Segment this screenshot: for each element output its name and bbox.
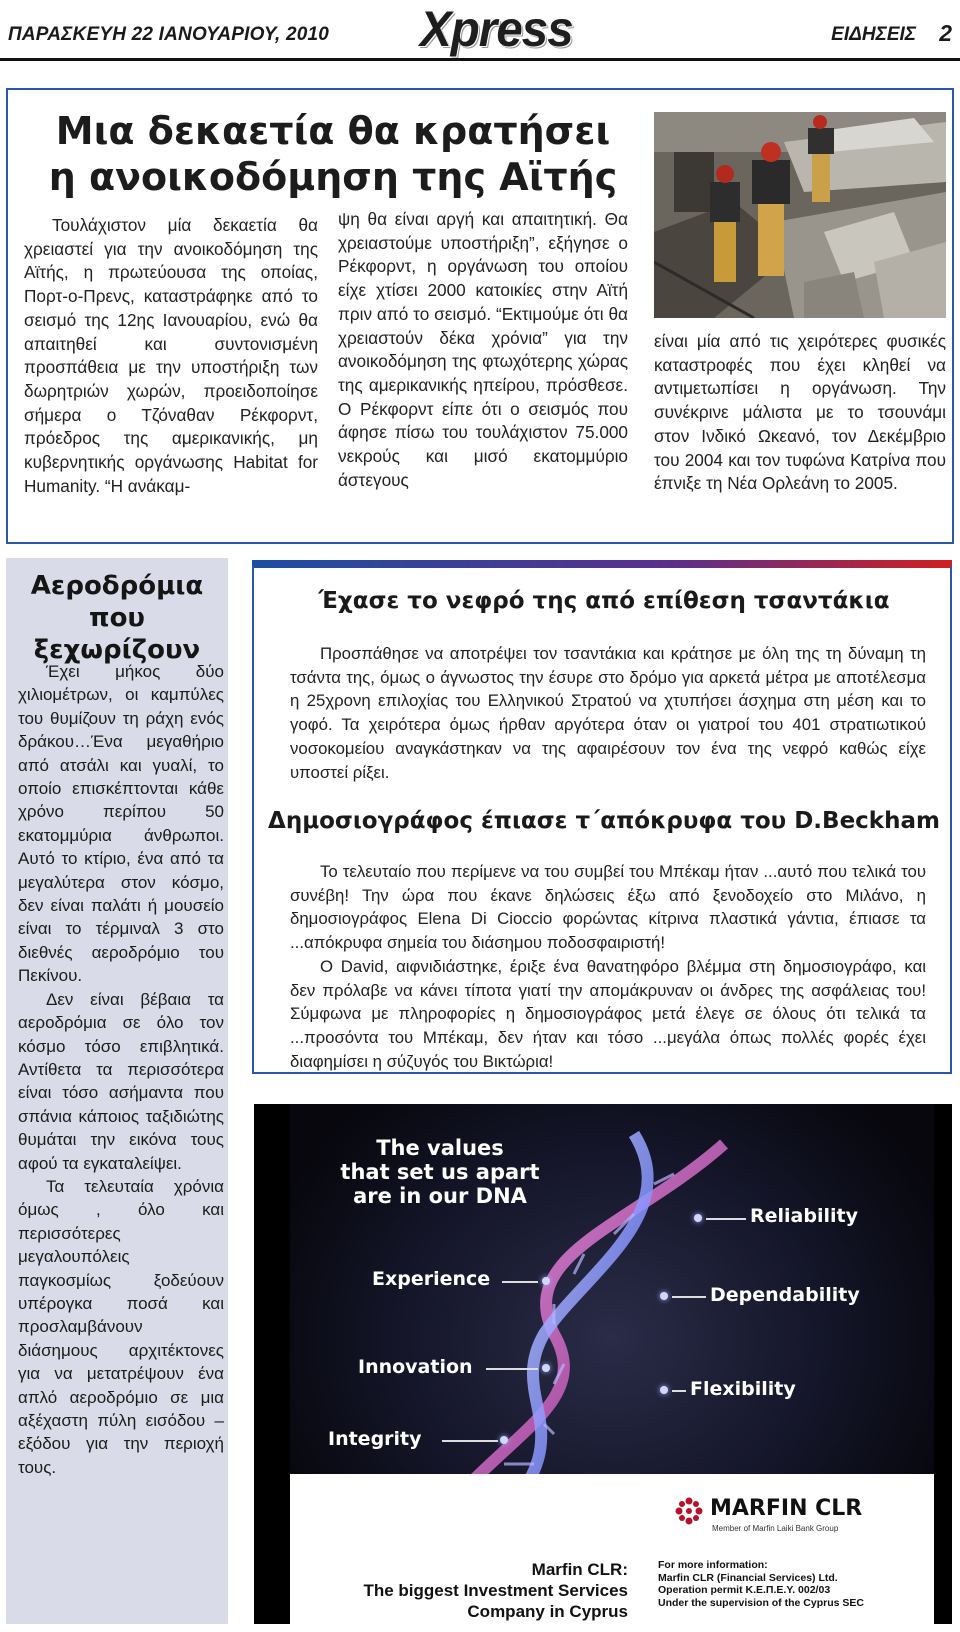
haiti-article-column-1: Τουλάχιστον μία δεκαετία θα χρειαστεί για την ανοικοδόμηση της Αϊτής, η πρωτεύουσα της οποίας, Πορτ-ο-Πρενς, καταστράφηκε από το σεισμό της 12ης Ιανουαρίου, ενώ θα απαιτηθεί και συντονισμένη προσπάθεια με την υποστήριξη των δωρητριών χωρών, προειδοποίησε σήμερα ο Τζόναθαν Ρέκφορντ, πρόεδρος της αμερικανικής, μη κυβερνητικής οργάνωσης Habitat for Humanity. “Η ανάκαμ- [24,215,318,496]
ad-tagline [310,1580,628,1622]
marfin-logo-subtitle: Member of Marfin Laiki Bank Group [712,1524,839,1533]
experience-connector [502,1281,538,1283]
beckham-story-heading: Δημοσιογράφος έπιασε τ΄απόκρυφα του D.Beckham [268,808,940,834]
ad-tagline-name: Marfin CLR: [531,1560,628,1579]
innovation-dot [542,1364,550,1372]
newspaper-logo: Xpress [420,1,573,57]
kidney-story-body: Προσπάθησε να αποτρέψει τον τσαντάκια και κράτησε με όλη της τη δύναμη τη τσάντα της, όμως ο άγνωστος την έσυρε στο δρόμο για αρκετά μέτρα με αποτέλεσμα η 25χρονη επιλοχίας του Ελληνικού Στρατού να χτυπήσει άσχημα στη μέση και το γοφό. Τα χειρότερα όμως ήρθαν αργότερα όταν οι γιατροί του 401 στρατιωτικού νοσοκομείου αναγκάστηκαν να της αφαιρέσουν τον ένα της νεφρό καθώς είχε υποστεί ρίξει. [290,644,926,782]
kidney-story-heading: Έχασε το νεφρό της από επίθεση τσαντάκια [318,588,890,614]
ad-info-line-1: For more information: [658,1559,768,1571]
airports-title-line-1: Αεροδρόμια [30,571,204,601]
flexibility-connector [672,1390,686,1392]
integrity-connector [442,1440,498,1442]
marfin-logo [674,1494,914,1534]
ad-headline-line-1: The values [376,1136,504,1160]
value-innovation: Innovation [358,1356,473,1378]
ad-info-line-4: Under the supervision of the Cyprus SEC [658,1596,864,1609]
value-flexibility: Flexibility [690,1378,796,1400]
airports-sidebar [6,558,228,1624]
airports-paragraph-1: Έχει μήκος δύο χιλιομέτρων, οι καμπύλες του θυμίζουν τη ράχη ενός δράκου…Ένα μεγαθήριο από ατσάλι και γυαλί, το οποίο επισκέπτονται κάθε χρόνο περίπου 50 εκατομμύρια άνθρωποι. Αυτό το κτίριο, ένα από τα μεγαλύτερα στον κόσμο, δεν είναι παλάτι ή μουσείο είναι το τέρμιναλ 3 στο διεθνές αεροδρόμιο του Πεκίνου. [18,662,224,986]
ad-info-line-3: Operation permit Κ.Ε.Π.Ε.Υ. 002/03 [658,1584,831,1596]
short-stories-box [252,566,952,1074]
ad-info-line-2: Marfin CLR (Financial Services) Ltd. [658,1571,838,1584]
section-name: ΕΙΔΗΣΕΙΣ [831,24,916,45]
reliability-dot [694,1214,702,1222]
beckham-story-body [290,860,926,1073]
value-experience: Experience [372,1268,491,1290]
page-number: 2 [939,20,952,46]
beckham-paragraph-1: Το τελευταίο που περίμενε να του συμβεί του Μπέκαμ ήταν ...αυτό που τελικά του συνέβη! Την ώρα που έκανε δηλώσεις έξω από ξενοδοχείο στο Μιλάνο, η δημοσιογράφος Elena Di Cioccio φορώντας κίτρινα πλαστικά γάντια, έπιασε τα ...απόκρυφα σημεία του διάσημου ποδοσφαιριστή! [290,862,926,953]
issue-date: ΠΑΡΑΣΚΕΥΗ 22 ΙΑΝΟΥΑΡΙΟΥ, 2010 [8,24,330,45]
dependability-dot [660,1292,668,1300]
haiti-title-line-1: Μια δεκαετία θα κρατήσει [55,109,611,153]
integrity-dot [500,1436,508,1444]
ad-headline [310,1136,570,1208]
page-header [0,0,960,74]
value-dependability: Dependability [710,1284,860,1306]
innovation-connector [486,1368,538,1370]
beckham-paragraph-2: Ο David, αιφνιδιάστηκε, έριξε ένα θανατηφόρο βλέμμα στη δημοσιογράφο, και δεν πρόλαβε να κάνει τίποτα γιατί την απομάκρυναν οι άνδρες της ασφάλειας του! Σύμφωνα με πληροφορίες η δημοσιογράφος μετά έλεγε σε όλους ότι τελικά τα ...προσόντα του Μπέκαμ, δεν ήταν και τόσο ...μεγάλα όπως πολλές φορές έχει διαφημίσει η σύζυγός του Βικτώρια! [290,956,926,1071]
marfin-logo-name: MARFIN CLR [710,1496,863,1521]
haiti-article-title [48,108,618,200]
experience-dot [542,1277,550,1285]
rubble-scene-illustration [654,112,946,318]
flexibility-dot [660,1386,668,1394]
haiti-article-column-2: ψη θα είναι αργή και απαιτητική. Θα χρειαστούμε υποστήριξη”, εξήγησε ο Ρέκφορντ, η οργάνωση του οποίου είχε χτίσει 2000 κατοικίες στην Αϊτή πριν από το σεισμό. “Εκτιμούμε ότι θα χρειαστούν δέκα χρόνια” για την ανοικοδόμηση της φτωχότερης χώρας της αμερικανικής ηπείρου, πρόσθεσε. Ο Ρέκφορντ είπε ότι ο σεισμός που άφησε πίσω του τουλάχιστον 75.000 νεκρούς και μισό εκατομμύριο άστεγους [338,209,628,490]
marfin-star-icon [674,1496,704,1526]
airports-paragraph-2: Δεν είναι βέβαια τα αεροδρόμια σε όλο τον κόσμο τόσο επιβλητικά. Αντίθετα τα περισσότερα είναι τόσο ασήμαντα που σπάνια κάποιος ταξιδιώτης θυμάται την εικόνα τους αφού τα εγκαταλείψει. [18,989,224,1173]
marfin-advertisement [254,1104,952,1624]
ad-contact-info [658,1559,928,1609]
haiti-article-column-3: είναι μία από τις χειρότερες φυσικές καταστροφές που έχει κληθεί να αντιμετωπίσει η οργάνωση. Την συνέκρινε μάλιστα με το τσουνάμι στον Ινδικό Ωκεανό, τον Δεκέμβριο του 2004 και τον τυφώνα Κατρίνα που έπνιξε τη Νέα Ορλεάνη το 2005. [654,331,946,494]
reliability-connector [706,1218,746,1220]
haiti-title-line-2: η ανοικοδόμηση της Αϊτής [48,155,618,199]
ad-tagline-line-2: The biggest Investment Services [363,1581,628,1600]
value-reliability: Reliability [750,1205,858,1227]
airports-title-line-2: που ξεχωρίζουν [33,603,201,665]
airports-paragraph-3: Τα τελευταία χρόνια όμως , όλο και περισσότερες μεγαλουπόλεις παγκοσμίως ξοδεύουν υπέρογκα ποσά και προσλαμβάνουν διάσημους αρχιτέκτονες για να μετατρέψουν ένα απλό αεροδρόμιο σε μια αξέχαστη πύλη εισόδου – εξόδου για την περιοχή τους. [18,1176,224,1477]
dependability-connector [672,1296,706,1298]
airports-body [18,660,224,1479]
ad-headline-line-3: are in our DNA [353,1184,527,1208]
value-integrity: Integrity [328,1428,422,1450]
ad-headline-line-2: that set us apart [340,1160,540,1184]
haiti-article [6,88,954,544]
airports-title [6,570,228,666]
rescue-workers-photo [654,112,946,318]
header-divider [0,58,960,61]
ad-tagline-line-3: Company in Cyprus [467,1602,628,1621]
